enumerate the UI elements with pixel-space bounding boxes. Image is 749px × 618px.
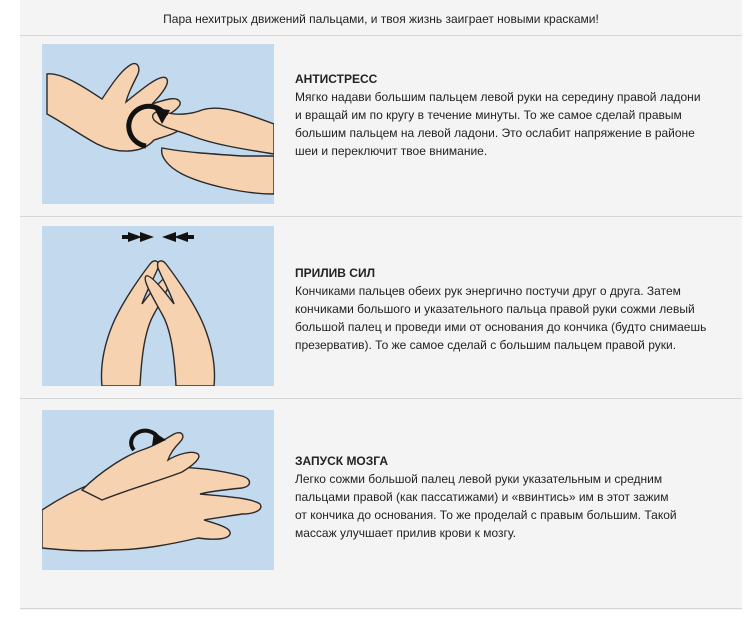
antistress-line: большим пальцем на левой ладони. Это ослабит напряжение в районе [295, 126, 695, 140]
antistress-title: АНТИСТРЕСС [295, 72, 378, 86]
brain-line: массаж улучшает прилив крови к мозгу. [295, 526, 517, 540]
header-divider [20, 35, 742, 36]
page-header: Пара нехитрых движений пальцами, и твоя жизнь заиграет новыми красками! [163, 12, 599, 26]
brain-illustration [42, 410, 274, 570]
antistress-illustration [42, 44, 274, 204]
brain-title: ЗАПУСК МОЗГА [295, 454, 388, 468]
energy-line: Кончиками пальцев обеих рук энергично постучи друг о друга. Затем [295, 284, 681, 298]
antistress-text [295, 70, 735, 160]
antistress-line: и вращай им по кругу в течение минуты. То же самое сделай правым [295, 108, 682, 122]
energy-line: презерватив). То же самое сделай с большим пальцем правой руки. [295, 338, 677, 352]
exercise-brain [20, 410, 742, 580]
article-page [20, 0, 742, 610]
row-divider [20, 216, 742, 217]
thumb-clamp-image [42, 410, 274, 570]
antistress-line: Мягко надави большим пальцем левой руки на середину правой ладони [295, 90, 701, 104]
bottom-divider [20, 608, 742, 609]
energy-text [295, 264, 735, 354]
exercise-energy [20, 226, 742, 396]
palm-massage-image [42, 44, 274, 204]
energy-title: ПРИЛИВ СИЛ [295, 266, 376, 280]
exercise-antistress [20, 44, 742, 214]
energy-line: большой палец и проведи ими от основания до кончика (будто снимаешь [295, 320, 707, 334]
brain-line: Легко сожми большой палец левой руки указательным и средним [295, 472, 663, 486]
brain-text [295, 452, 735, 542]
brain-line: пальцами правой (как пассатижами) и «ввинтись» им в этот зажим [295, 490, 669, 504]
brain-line: от кончика до основания. То же проделай с правым большим. Такой [295, 508, 677, 522]
energy-illustration [42, 226, 274, 386]
antistress-line: шеи и переключит твое внимание. [295, 144, 488, 158]
energy-line: кончиками большого и указательного пальца правой руки сожми левый [295, 302, 695, 316]
fingertips-tapping-image [42, 226, 274, 386]
row-divider [20, 398, 742, 399]
